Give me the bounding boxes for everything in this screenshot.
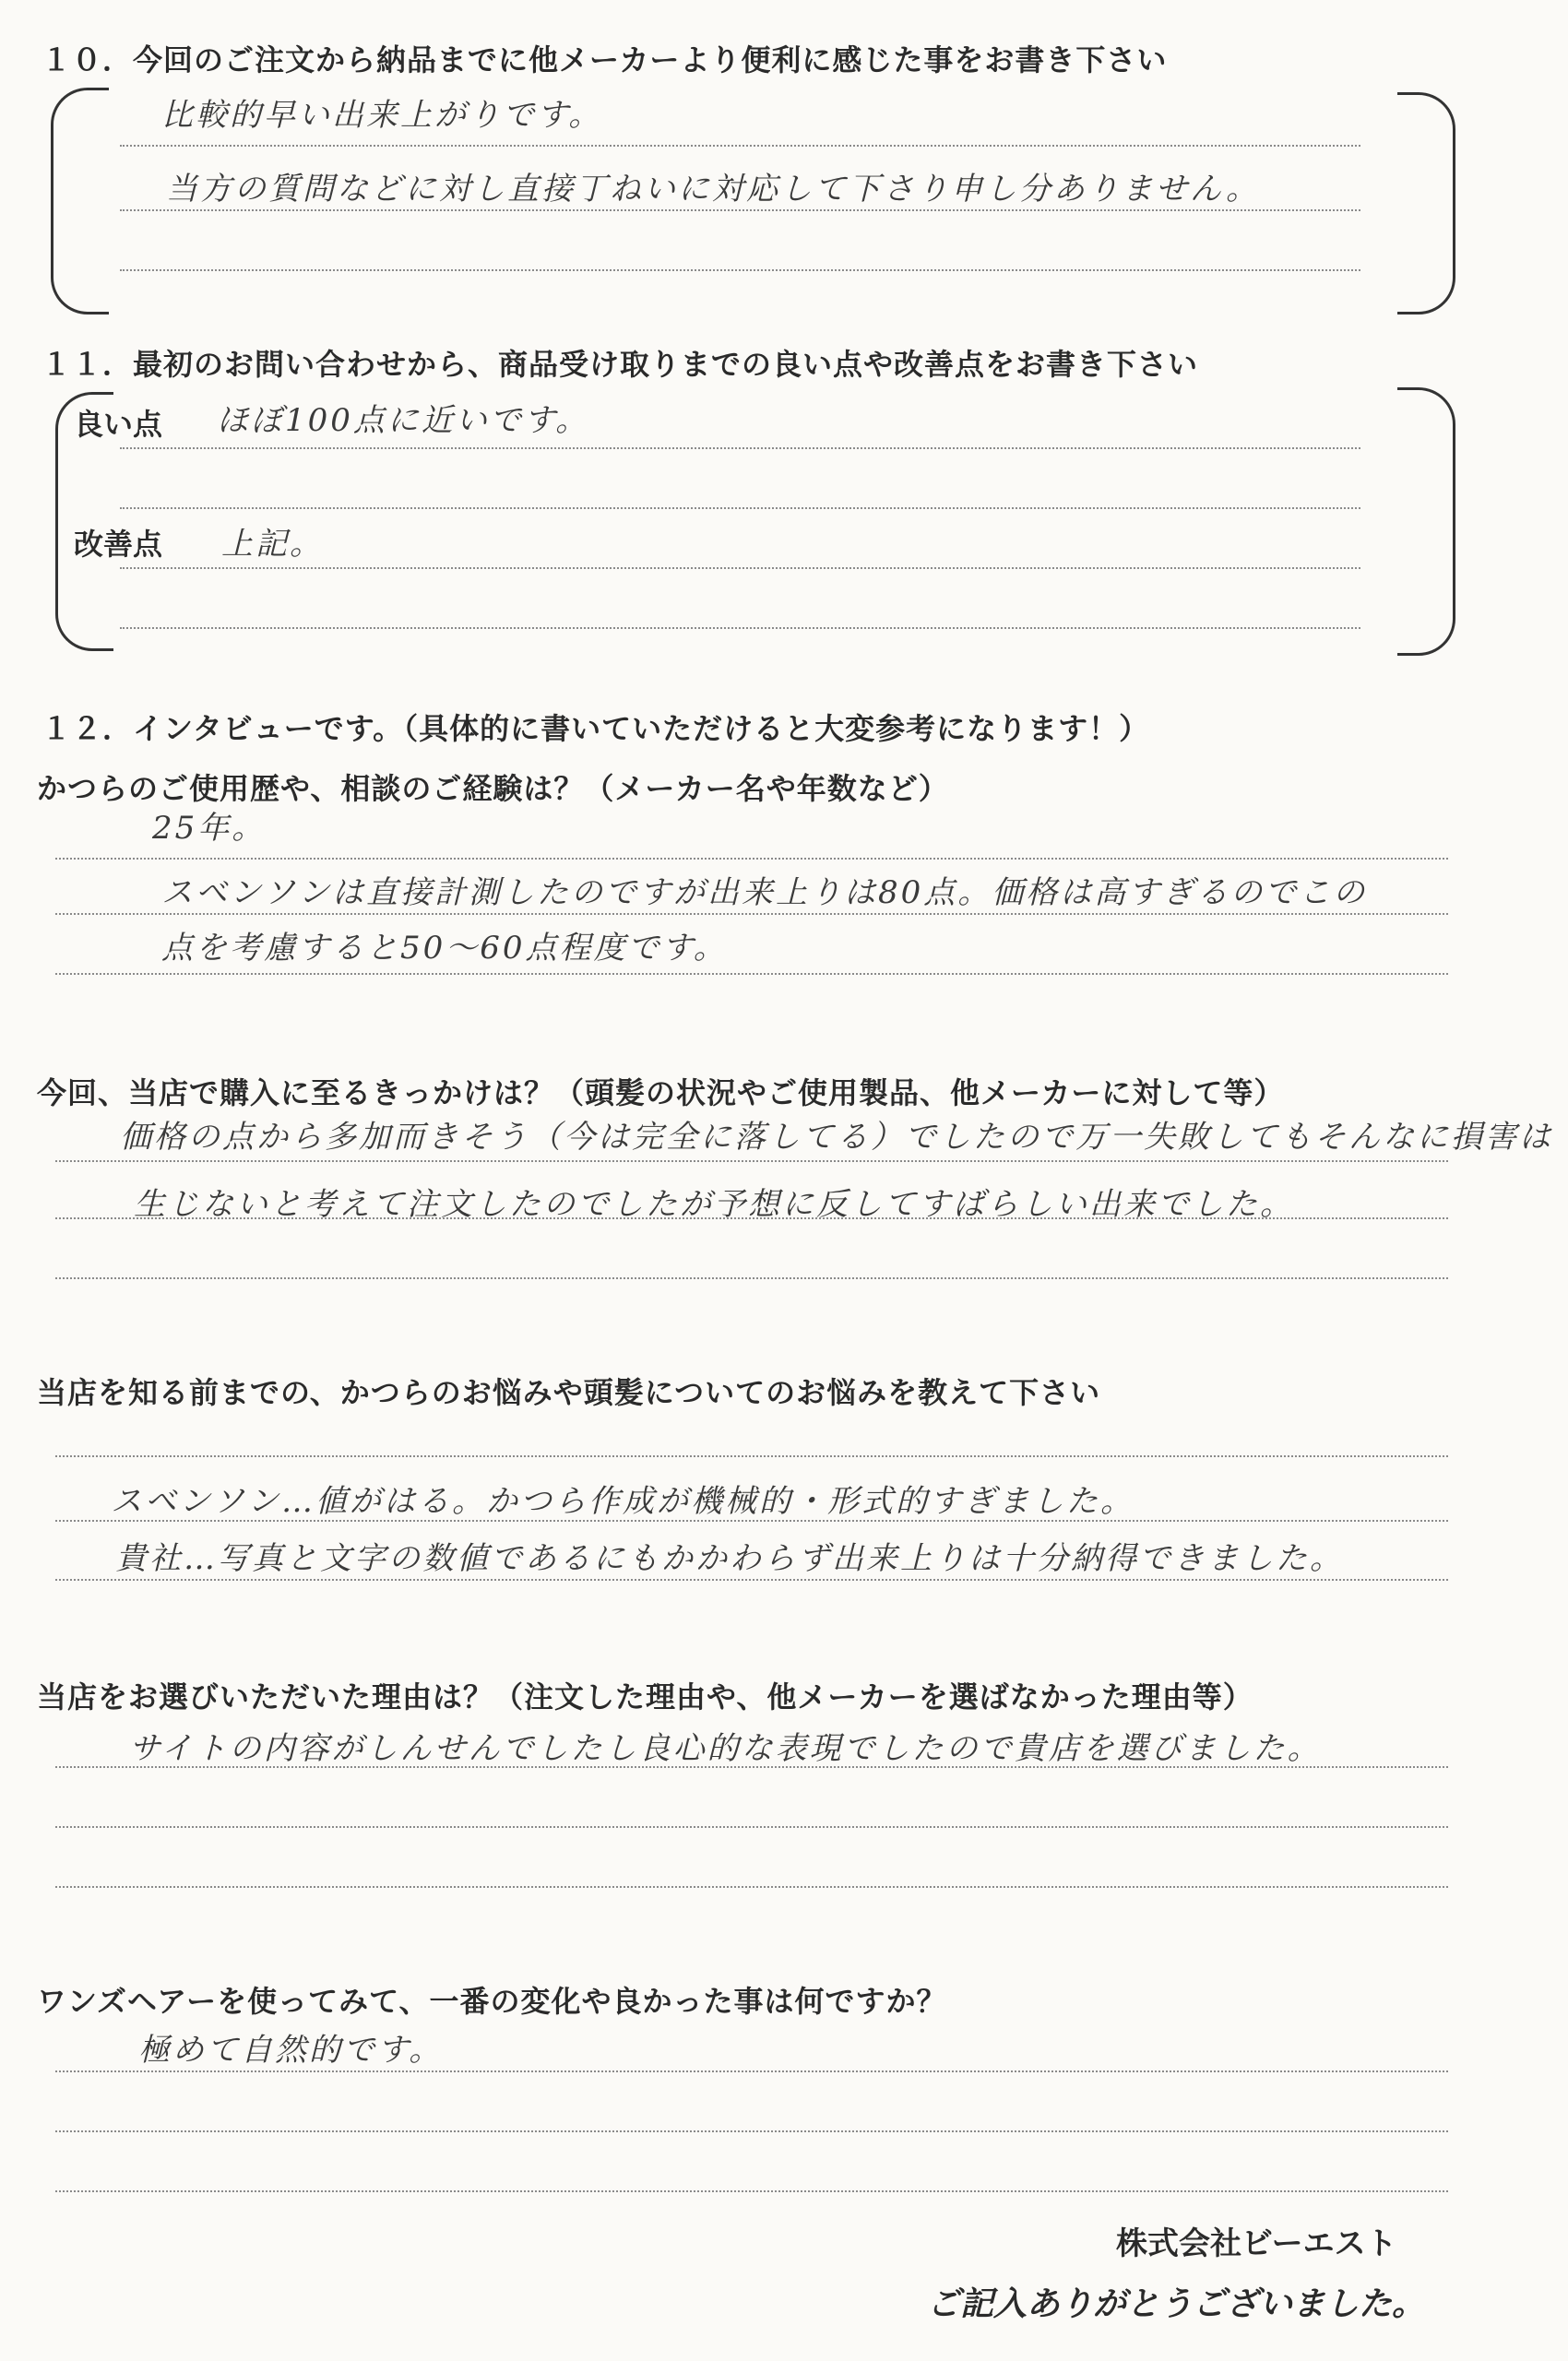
thanks-message: ご記入ありがとうございました。 (927, 2285, 1426, 2323)
q11-rule-3 (120, 567, 1360, 569)
trigger-answer-line-2: 生じないと考えて注文したのでしたが予想に反してすばらしい出来でした。 (134, 1186, 1294, 1223)
reason-rule-3 (55, 1886, 1448, 1888)
q10-rule-3 (120, 269, 1360, 271)
q10-answer-line-2: 当方の質問などに対し直接丁ねいに対応して下さり申し分ありません。 (166, 171, 1261, 208)
q10-rule-1 (120, 145, 1360, 147)
worries-question: 当店を知る前までの、かつらのお悩みや頭髪についてのお悩みを教えて下さい (37, 1375, 1101, 1410)
good-point-label: 良い点 (74, 407, 163, 442)
reason-rule-1 (55, 1766, 1448, 1768)
q10-bracket-right (1397, 92, 1455, 314)
q11-rule-1 (120, 447, 1360, 449)
history-answer-line-1: 25年。 (152, 810, 267, 847)
trigger-question: 今回、当店で購入に至るきっかけは？（頭髪の状況やご使用製品、他メーカーに対して等） (37, 1075, 1285, 1110)
company-name: 株式会社ビーエスト (1116, 2225, 1397, 2262)
history-answer-line-2: スベンソンは直接計測したのですが出来上りは80点。価格は高すぎるのでこの (161, 874, 1368, 911)
q12-title: １２．インタビューです。（具体的に書いていただけると大変参考になります！） (42, 711, 1150, 746)
history-rule-2 (55, 913, 1448, 915)
change-question: ワンズヘアーを使ってみて、一番の変化や良かった事は何ですか？ (37, 1984, 947, 2019)
history-rule-3 (55, 973, 1448, 975)
q10-title: １０．今回のご注文から納品までに他メーカーより便利に感じた事をお書き下さい (42, 42, 1168, 77)
history-question: かつらのご使用歴や、相談のご経験は？（メーカー名や年数など） (37, 771, 949, 806)
worries-rule-3 (55, 1579, 1448, 1581)
change-rule-3 (55, 2190, 1448, 2192)
trigger-rule-2 (55, 1217, 1448, 1219)
improve-point-answer: 上記。 (221, 526, 324, 563)
q10-bracket-left (51, 88, 109, 314)
worries-rule-1 (55, 1455, 1448, 1457)
worries-answer-line-1: スベンソン…値がはる。かつら作成が機械的・形式的すぎました。 (111, 1483, 1134, 1520)
change-rule-1 (55, 2070, 1448, 2072)
trigger-rule-1 (55, 1160, 1448, 1162)
q10-answer-line-1: 比較的早い出来上がりです。 (161, 97, 603, 134)
trigger-rule-3 (55, 1277, 1448, 1279)
history-rule-1 (55, 858, 1448, 860)
history-answer-line-3: 点を考慮すると50〜60点程度です。 (161, 930, 728, 967)
reason-rule-2 (55, 1826, 1448, 1828)
trigger-answer-line-1: 価格の点から多加而きそう（今は完全に落してる）でしたので万一失敗してもそんなに損害は (120, 1119, 1553, 1156)
worries-rule-2 (55, 1520, 1448, 1522)
q11-title: １１．最初のお問い合わせから、商品受け取りまでの良い点や改善点をお書き下さい (42, 347, 1199, 382)
reason-question: 当店をお選びいただいた理由は？（注文した理由や、他メーカーを選ばなかった理由等） (37, 1679, 1253, 1714)
worries-answer-line-2: 貴社…写真と文字の数値であるにもかかわらず出来上りは十分納得できました。 (115, 1540, 1344, 1577)
good-point-answer: ほぼ100点に近いです。 (217, 402, 590, 439)
q11-rule-2 (120, 507, 1360, 509)
improve-point-label: 改善点 (74, 527, 163, 562)
q11-rule-4 (120, 627, 1360, 629)
change-rule-2 (55, 2130, 1448, 2132)
q10-rule-2 (120, 209, 1360, 211)
change-answer-line-1: 極めて自然的です。 (138, 2032, 444, 2069)
q11-bracket-right (1397, 387, 1455, 656)
reason-answer-line-1: サイトの内容がしんせんでしたし良心的な表現でしたので貴店を選びました。 (129, 1730, 1322, 1767)
